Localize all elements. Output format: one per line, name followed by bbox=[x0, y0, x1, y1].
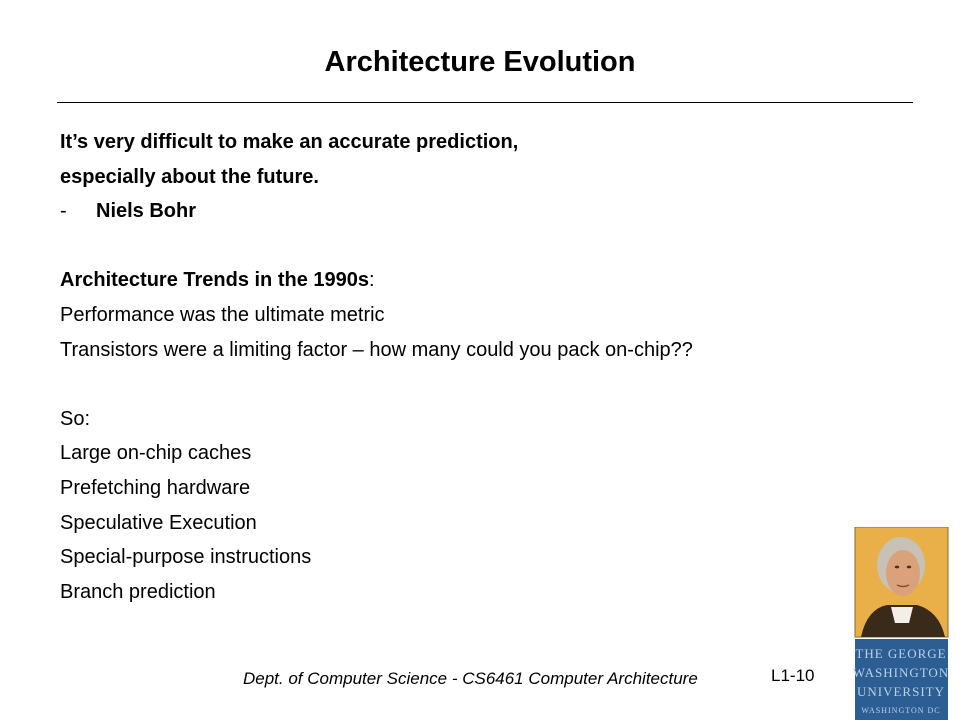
trend-line-1: Performance was the ultimate metric bbox=[60, 303, 385, 326]
logo-text-line-3: UNIVERSITY bbox=[857, 684, 945, 699]
footer-department: Dept. of Computer Science - CS6461 Computer Architecture bbox=[243, 669, 698, 688]
title-divider bbox=[57, 102, 913, 103]
quote-attribution bbox=[60, 194, 693, 229]
trends-heading-colon: : bbox=[369, 269, 375, 292]
trend-line-2: Transistors were a limiting factor – how many could you pack on-chip?? bbox=[60, 338, 693, 361]
list-item: Speculative Execution bbox=[60, 511, 257, 534]
quote-line-2: especially about the future. bbox=[60, 165, 319, 188]
list-item: Branch prediction bbox=[60, 580, 216, 603]
attribution-dash: - bbox=[60, 200, 67, 223]
gw-logo-graphic bbox=[853, 527, 950, 720]
quote-line-1: It’s very difficult to make an accurate prediction, bbox=[60, 131, 519, 153]
blank-line bbox=[60, 229, 693, 264]
trends-heading bbox=[60, 263, 693, 298]
attribution-name: Niels Bohr bbox=[96, 200, 197, 223]
list-item: Large on-chip caches bbox=[60, 442, 252, 465]
university-logo bbox=[853, 527, 950, 720]
so-label: So: bbox=[60, 407, 91, 430]
logo-text-line-1: THE GEORGE bbox=[855, 646, 947, 661]
slide-title: Architecture Evolution bbox=[324, 46, 636, 78]
blank-line bbox=[60, 367, 693, 402]
logo-text-line-4: WASHINGTON DC bbox=[861, 706, 941, 715]
list-item: Special-purpose instructions bbox=[60, 546, 312, 569]
list-item: Prefetching hardware bbox=[60, 476, 251, 499]
trends-heading-text: Architecture Trends in the 1990s bbox=[60, 269, 370, 292]
slide-body bbox=[60, 125, 693, 609]
slide-number: L1-10 bbox=[771, 666, 815, 685]
logo-text-line-2: WASHINGTON bbox=[853, 665, 950, 680]
